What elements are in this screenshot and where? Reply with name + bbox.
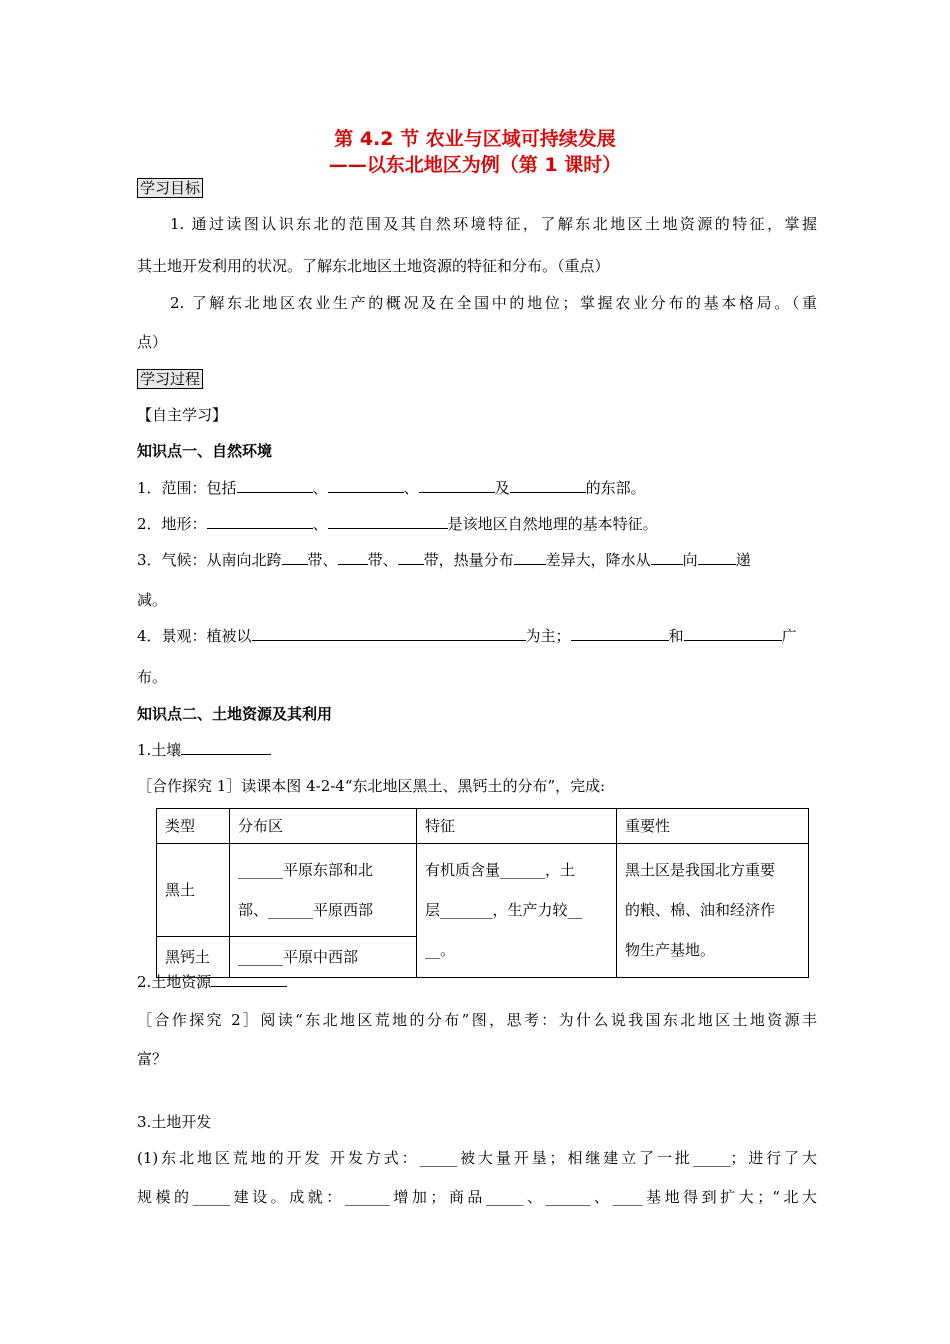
blank[interactable] bbox=[651, 550, 683, 565]
kp1-line-3 bbox=[137, 550, 817, 570]
land-label: 2.土地资源 bbox=[137, 973, 212, 991]
kp1-line-3b: 减。 bbox=[137, 591, 168, 609]
soil-table bbox=[156, 808, 809, 978]
title-line-1: 第 4.2 节 农业与区域可持续发展 bbox=[334, 128, 616, 150]
coop-2b: 富？ bbox=[137, 1050, 168, 1068]
text: 有机质含量______，土 bbox=[425, 861, 576, 879]
text: 广 bbox=[781, 627, 797, 645]
header-type: 类型 bbox=[157, 809, 230, 844]
blank[interactable] bbox=[181, 740, 271, 755]
land-line bbox=[137, 972, 817, 992]
coop-2a: ［合作探究 2］阅读“东北地区荒地的分布”图，思考：为什么说我国东北地区土地资源丰 bbox=[137, 1011, 817, 1029]
blank[interactable] bbox=[510, 478, 586, 493]
kp1-line-1 bbox=[137, 478, 817, 498]
kp2-heading: 知识点二、土地资源及其利用 bbox=[137, 705, 333, 723]
header-distribution: 分布区 bbox=[230, 809, 417, 844]
table-row bbox=[157, 844, 809, 937]
dev-heading: 3.土地开发 bbox=[137, 1113, 212, 1131]
blank[interactable] bbox=[338, 550, 368, 565]
and: 及 bbox=[494, 479, 510, 497]
dev-1b: 规模的_____建设。成就：______增加；商品_____、______、____基地得到扩大；“北大 bbox=[137, 1188, 817, 1206]
goal-1a: 1. 通过读图认识东北的范围及其自然环境特征，了解东北地区土地资源的特征，掌握 bbox=[170, 215, 817, 233]
blank[interactable] bbox=[571, 626, 669, 641]
blank[interactable] bbox=[237, 478, 313, 493]
blank[interactable] bbox=[514, 550, 546, 565]
soil-line bbox=[137, 740, 817, 760]
text: 差异大，降水从 bbox=[545, 551, 651, 569]
dev-1a: (1)东北地区荒地的开发 开发方式：_____被大量开垦；相继建立了一批_____；进行了大 bbox=[137, 1149, 817, 1167]
header-importance: 重要性 bbox=[617, 809, 809, 844]
sep: 、 bbox=[403, 479, 419, 497]
text: 的粮、棉、油和经济作 bbox=[625, 901, 776, 919]
cell-chernozem-dist: ______平原中西部 bbox=[230, 937, 417, 978]
blank[interactable] bbox=[252, 626, 526, 641]
text: ______平原东部和北 bbox=[238, 861, 374, 879]
goals-heading: 学习目标 bbox=[137, 178, 203, 198]
title-line-2: ——以东北地区为例（第 1 课时） bbox=[328, 154, 622, 176]
blank[interactable] bbox=[398, 550, 424, 565]
sep: 、 bbox=[312, 515, 328, 533]
cell-chernozem: 黑钙土 bbox=[157, 937, 230, 978]
text: 带、 bbox=[307, 551, 338, 569]
kp1-line-4b: 布。 bbox=[137, 668, 168, 686]
goal-2a: 2. 了解东北地区农业生产的概况及在全国中的地位；掌握农业分布的基本格局。（重 bbox=[170, 294, 817, 312]
header-feature: 特征 bbox=[417, 809, 617, 844]
l1-label: 1．范围：包括 bbox=[137, 479, 237, 497]
soil-label: 1.土壤 bbox=[137, 741, 182, 759]
blank[interactable] bbox=[211, 972, 287, 987]
coop-1: ［合作探究 1］读课本图 4-2-4“东北地区黑土、黑钙土的分布”，完成: bbox=[137, 777, 606, 795]
cell-feature bbox=[417, 844, 617, 978]
text: 黑土区是我国北方重要 bbox=[625, 861, 776, 879]
blank[interactable] bbox=[419, 478, 495, 493]
blank[interactable] bbox=[207, 514, 313, 529]
l4-label: 4．景观：植被以 bbox=[137, 627, 252, 645]
text: __。 bbox=[425, 941, 456, 959]
end: 是该地区自然地理的基本特征。 bbox=[447, 515, 658, 533]
table-header-row bbox=[157, 809, 809, 844]
blank[interactable] bbox=[328, 478, 404, 493]
goal-1b: 其土地开发利用的状况。了解东北地区土地资源的特征和分布。（重点） bbox=[137, 257, 610, 275]
kp1-heading: 知识点一、自然环境 bbox=[137, 442, 273, 460]
cell-black-soil: 黑土 bbox=[157, 844, 230, 937]
text: 向 bbox=[682, 551, 698, 569]
text: 带，热量分布 bbox=[423, 551, 514, 569]
cell-black-dist bbox=[230, 844, 417, 937]
text: 带、 bbox=[367, 551, 398, 569]
blank[interactable] bbox=[684, 626, 782, 641]
blank[interactable] bbox=[328, 514, 448, 529]
sep: 、 bbox=[312, 479, 328, 497]
l3-label: 3．气候：从南向北跨 bbox=[137, 551, 282, 569]
blank[interactable] bbox=[698, 550, 736, 565]
kp1-line-4 bbox=[137, 626, 817, 646]
text: 递 bbox=[735, 551, 751, 569]
text: 物生产基地。 bbox=[625, 941, 716, 959]
text: 和 bbox=[668, 627, 684, 645]
goal-2b: 点） bbox=[137, 333, 168, 351]
blank[interactable] bbox=[282, 550, 308, 565]
text: 层_______，生产力较__ bbox=[425, 901, 583, 919]
text: 为主； bbox=[525, 627, 571, 645]
process-heading: 学习过程 bbox=[137, 369, 203, 389]
kp1-line-2 bbox=[137, 514, 817, 534]
end: 的东部。 bbox=[585, 479, 646, 497]
cell-importance bbox=[617, 844, 809, 978]
l2-label: 2．地形： bbox=[137, 515, 207, 533]
text: 部、______平原西部 bbox=[238, 901, 374, 919]
self-study-label: 【自主学习】 bbox=[137, 406, 228, 424]
